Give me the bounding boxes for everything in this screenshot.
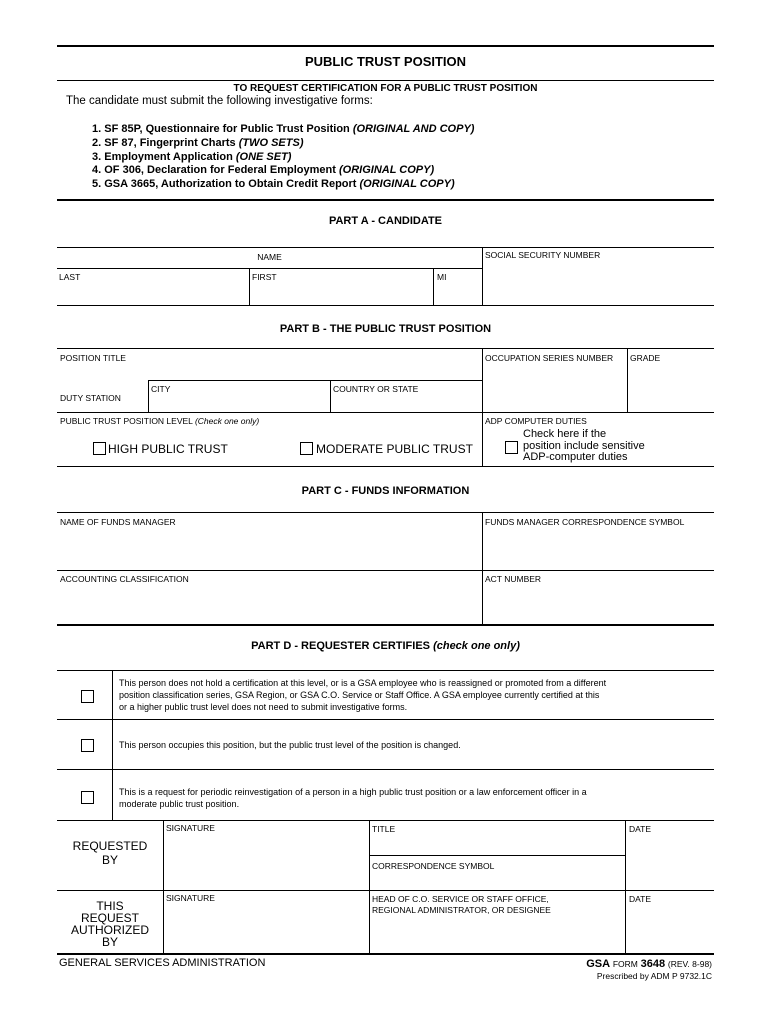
authorized-row-rule (57, 890, 714, 891)
sig-divider-2 (369, 820, 370, 954)
list-item: 3. Employment Application (ONE SET) (92, 150, 292, 163)
sig-divider-3 (625, 820, 626, 954)
high-public-trust-label: HIGH PUBLIC TRUST (108, 442, 228, 456)
option-2-rule (57, 769, 714, 770)
authorizer-date-field[interactable]: DATE (629, 894, 652, 904)
requested-by-label-2: BY (101, 853, 118, 867)
part-d-bottom-rule (57, 820, 714, 821)
sig-divider-1 (163, 820, 164, 954)
first-name-field[interactable]: FIRST (252, 272, 277, 282)
trust-level-label: PUBLIC TRUST POSITION LEVEL (Check one only) (60, 416, 260, 426)
city-field[interactable]: CITY (151, 384, 171, 394)
authorizer-signature-field[interactable]: SIGNATURE (166, 893, 215, 903)
agency-name: GENERAL SERVICES ADMINISTRATION (59, 957, 266, 969)
part-a-title: PART A - CANDIDATE (328, 215, 443, 227)
duty-station-rule (148, 380, 482, 381)
part-a-top-rule (57, 199, 714, 201)
investigative-forms-list (92, 123, 474, 192)
middle-initial-field[interactable]: MI (437, 272, 447, 282)
part-d-grid-top (57, 670, 714, 671)
occupation-series-field[interactable]: OCCUPATION SERIES NUMBER (485, 353, 614, 363)
part-d-divider (112, 670, 113, 820)
option-3-line-2: moderate public trust position. (119, 799, 240, 809)
list-item: 4. OF 306, Declaration for Federal Employment (ORIGINAL COPY) (92, 164, 435, 177)
mi-divider (433, 268, 434, 306)
accounting-classification-field[interactable]: ACCOUNTING CLASSIFICATION (60, 574, 189, 584)
moderate-public-trust-label: MODERATE PUBLIC TRUST (316, 442, 473, 456)
adp-divider (482, 412, 483, 466)
authorized-by-label-4: BY (101, 935, 118, 949)
part-b-grid-top (57, 348, 714, 349)
form-subtitle: TO REQUEST CERTIFICATION FOR A PUBLIC TRUST POSITION (233, 83, 538, 94)
high-public-trust-checkbox[interactable] (93, 442, 106, 455)
requester-signature-field[interactable]: SIGNATURE (166, 823, 215, 833)
funds-manager-field[interactable]: NAME OF FUNDS MANAGER (60, 517, 176, 527)
part-c-title: PART C - FUNDS INFORMATION (301, 485, 470, 497)
act-number-field[interactable]: ACT NUMBER (485, 574, 542, 584)
adp-help-line-1: Check here if the (523, 428, 607, 440)
requester-title-field[interactable]: TITLE (372, 824, 396, 834)
part-b-title: PART B - THE PUBLIC TRUST POSITION (279, 323, 492, 335)
option-1-rule (57, 719, 714, 720)
moderate-public-trust-checkbox[interactable] (300, 442, 313, 455)
authorizer-head-line-1: HEAD OF C.O. SERVICE OR STAFF OFFICE, (372, 894, 549, 904)
option-1-line-1: This person does not hold a certification at this level, or is a GSA employee who is reassigned or promoted from a different (119, 678, 607, 688)
list-item: 5. GSA 3665, Authorization to Obtain Credit Report (ORIGINAL COPY) (92, 178, 455, 191)
intro-text: The candidate must submit the following investigative forms: (66, 95, 373, 107)
option-2-checkbox[interactable] (81, 739, 94, 752)
city-divider (148, 380, 149, 412)
option-3-checkbox[interactable] (81, 791, 94, 804)
option-2-text: This person occupies this position, but the public trust level of the position is changed. (119, 740, 461, 750)
adp-duties-label: ADP COMPUTER DUTIES (485, 416, 587, 426)
top-rule (57, 45, 714, 47)
footer-rule (57, 953, 714, 955)
option-1-line-3: or a higher public trust level does not need to submit investigative forms. (119, 702, 408, 712)
grade-field[interactable]: GRADE (630, 353, 661, 363)
adp-help-line-3: ADP-computer duties (523, 451, 628, 463)
name-subrule (57, 268, 482, 269)
title-rule (57, 80, 714, 81)
authorized-by-label-1: THIS (96, 899, 124, 913)
part-c-bottom-rule (57, 624, 714, 626)
form-title: PUBLIC TRUST POSITION (304, 54, 467, 69)
name-label: NAME (257, 252, 282, 262)
part-d-title: PART D - REQUESTER CERTIFIES (check one only) (251, 640, 520, 652)
position-title-field[interactable]: POSITION TITLE (60, 353, 126, 363)
correspondence-rule (369, 855, 625, 856)
funds-correspondence-field[interactable]: FUNDS MANAGER CORRESPONDENCE SYMBOL (485, 517, 685, 527)
country-divider (330, 380, 331, 412)
correspondence-symbol-field[interactable]: CORRESPONDENCE SYMBOL (372, 861, 495, 871)
accounting-row-rule (57, 570, 714, 571)
grade-divider (627, 348, 628, 412)
part-c-grid-top (57, 512, 714, 513)
last-name-field[interactable]: LAST (59, 272, 81, 282)
adp-help-line-2: position include sensitive (523, 440, 645, 452)
list-item: 2. SF 87, Fingerprint Charts (TWO SETS) (92, 136, 304, 149)
first-divider (249, 268, 250, 306)
part-b-bottom-rule (57, 466, 714, 467)
option-1-line-2: position classification series, GSA Region, or GSA C.O. Service or Staff Office. A GSA employee currently certified at this (119, 690, 600, 700)
part-a-bottom-rule (57, 305, 714, 306)
adp-duties-checkbox[interactable] (505, 441, 518, 454)
authorized-by-label-3: AUTHORIZED (71, 923, 149, 937)
duty-station-label: DUTY STATION (60, 393, 121, 403)
level-row-rule (57, 412, 714, 413)
authorized-by-label-2: REQUEST (80, 911, 139, 925)
funds-divider (482, 512, 483, 624)
ssn-label: SOCIAL SECURITY NUMBER (485, 250, 601, 260)
authorizer-head-line-2: REGIONAL ADMINISTRATOR, OR DESIGNEE (372, 905, 551, 915)
prescribed-by: Prescribed by ADM P 9732.1C (596, 971, 712, 981)
ssn-divider (482, 247, 483, 306)
country-state-field[interactable]: COUNTRY OR STATE (333, 384, 419, 394)
form-number: GSA FORM 3648 (REV. 8-98) (586, 958, 712, 970)
part-a-grid-top (57, 247, 714, 248)
requested-by-label-1: REQUESTED (72, 839, 148, 853)
occupation-divider (482, 348, 483, 412)
option-3-line-1: This is a request for periodic reinvestigation of a person in a high public trust position or a law enforcement officer in a (119, 787, 587, 797)
list-item: 1. SF 85P, Questionnaire for Public Trust Position (ORIGINAL AND COPY) (92, 123, 475, 135)
requester-date-field[interactable]: DATE (629, 824, 652, 834)
option-1-checkbox[interactable] (81, 690, 94, 703)
